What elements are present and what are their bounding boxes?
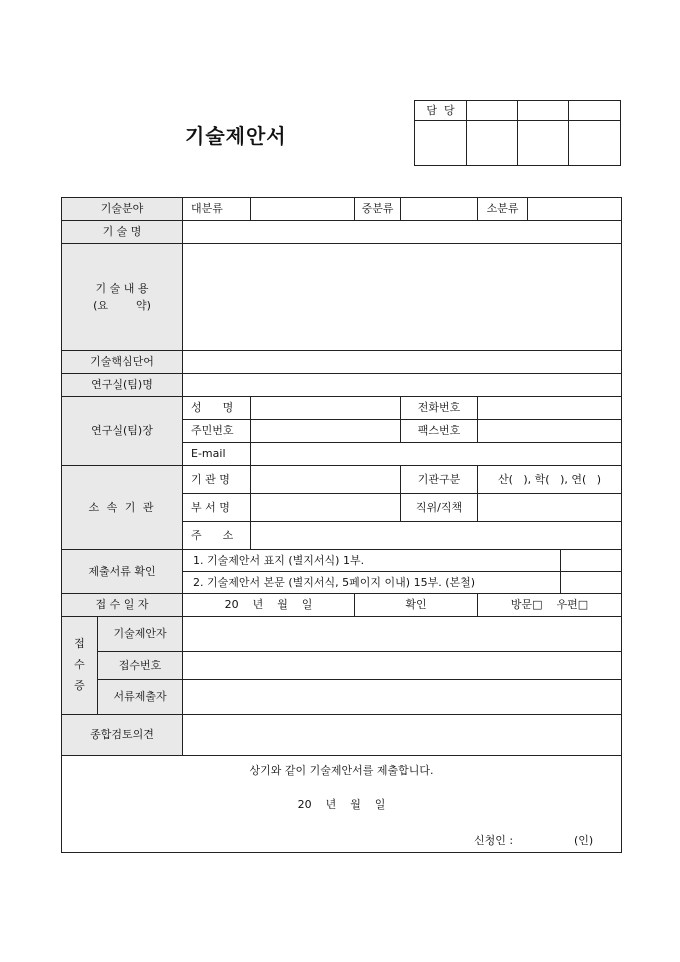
visit-mail-options[interactable]: 방문□ 우편□ [478,594,622,617]
document-title: 기술제안서 [185,124,287,148]
tech-name-label: 기 술 명 [62,221,183,244]
approval-sign[interactable] [415,121,467,166]
email-label: E-mail [183,443,251,466]
affiliation-label: 소 속 기 관 [62,466,183,550]
approval-slot[interactable] [467,101,518,121]
address-label: 주 소 [183,522,251,550]
approval-sign[interactable] [467,121,518,166]
lab-name-input[interactable] [183,374,622,397]
doc-check-box-2[interactable] [561,572,622,594]
receipt-no-label: 접수번호 [98,652,183,680]
approval-slot[interactable] [569,101,621,121]
middle-input[interactable] [401,198,478,221]
doc-item-2: 2. 기술제안서 본문 (별지서식, 5페이지 이내) 15부. (본철) [183,572,561,594]
phone-input[interactable] [478,397,622,420]
tech-content-label: 기 술 내 용 (요 약) [62,244,183,351]
tech-field-label: 기술분야 [62,198,183,221]
keywords-input[interactable] [183,351,622,374]
middle-label: 중분류 [355,198,401,221]
approval-label: 담 당 [415,101,467,121]
org-type-options[interactable]: 산( ), 학( ), 연( ) [478,466,622,494]
position-input[interactable] [478,494,622,522]
review-input[interactable] [183,715,622,756]
fax-label: 팩스번호 [401,420,478,443]
review-label: 종합검토의견 [62,715,183,756]
keywords-label: 기술핵심단어 [62,351,183,374]
doc-check-label: 제출서류 확인 [62,550,183,594]
footer-cell [62,756,622,853]
receipt-cert-label: 접 수 증 [62,617,98,715]
resident-no-input[interactable] [251,420,401,443]
lab-head-label: 연구실(팀)장 [62,397,183,466]
minor-label: 소분류 [478,198,528,221]
doc-check-box-1[interactable] [561,550,622,572]
fax-input[interactable] [478,420,622,443]
org-type-label: 기관구분 [401,466,478,494]
dept-input[interactable] [251,494,401,522]
email-input[interactable] [251,443,622,466]
approval-sign[interactable] [518,121,569,166]
receipt-date-value[interactable]: 20 년 월 일 [183,594,355,617]
position-label: 직위/직책 [401,494,478,522]
address-input[interactable] [251,522,622,550]
approval-box [414,100,621,166]
tech-name-input[interactable] [183,221,622,244]
org-name-input[interactable] [251,466,401,494]
proposer-label: 기술제안자 [98,617,183,652]
seal-label: (인) [574,834,594,847]
tech-content-input[interactable] [183,244,622,351]
approval-sign[interactable] [569,121,621,166]
receipt-no-input[interactable] [183,652,622,680]
confirm-label: 확인 [355,594,478,617]
major-label: 대분류 [183,198,251,221]
proposer-input[interactable] [183,617,622,652]
dept-label: 부 서 명 [183,494,251,522]
name-input[interactable] [251,397,401,420]
phone-label: 전화번호 [401,397,478,420]
resident-no-label: 주민번호 [183,420,251,443]
proposal-form [61,197,622,853]
org-name-label: 기 관 명 [183,466,251,494]
minor-input[interactable] [528,198,622,221]
applicant-label: 신청인 : [474,834,514,847]
submitter-label: 서류제출자 [98,680,183,715]
approval-slot[interactable] [518,101,569,121]
submission-statement: 상기와 같이 기술제안서를 제출합니다. [249,764,434,777]
major-input[interactable] [251,198,355,221]
lab-name-label: 연구실(팀)명 [62,374,183,397]
name-label: 성 명 [183,397,251,420]
submitter-input[interactable] [183,680,622,715]
doc-item-1: 1. 기술제안서 표지 (별지서식) 1부. [183,550,561,572]
footer-date[interactable]: 20 년 월 일 [297,798,386,811]
receipt-date-label: 접 수 일 자 [62,594,183,617]
